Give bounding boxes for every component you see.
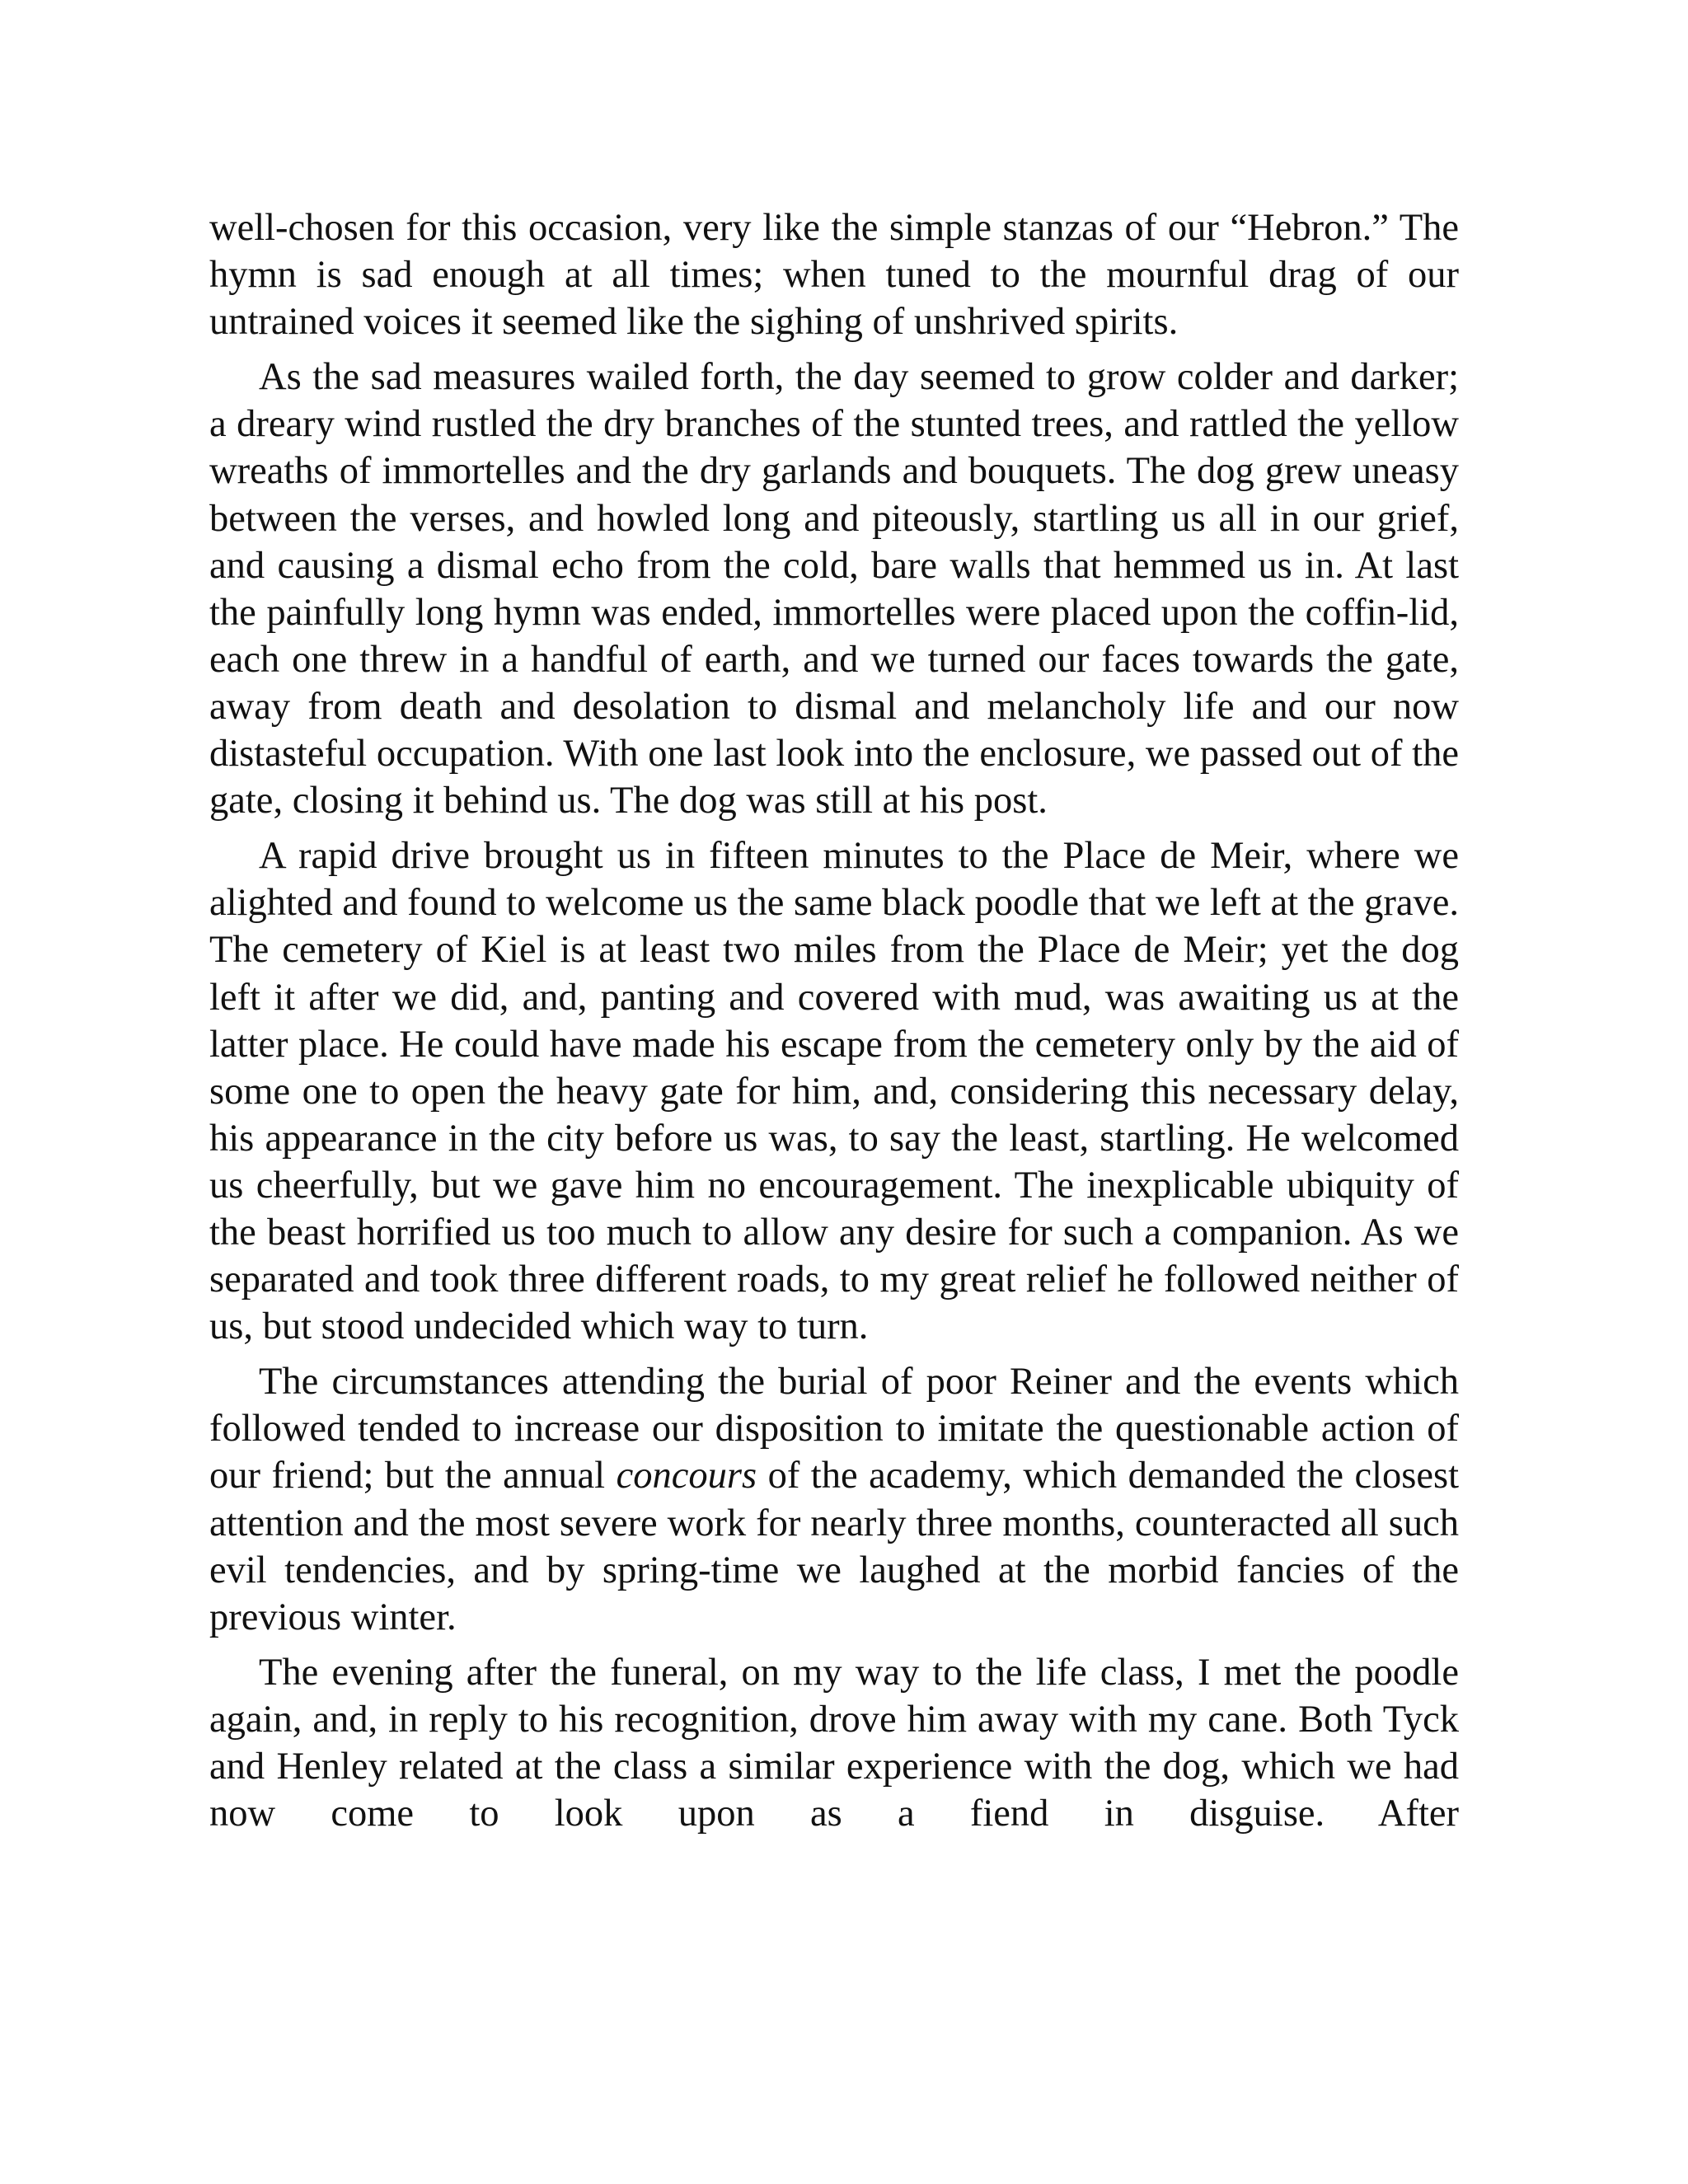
paragraph-5 [209,1649,1459,1837]
paragraph-5-text: The evening after the funeral, on my way to the life class, I met the poodle again, and, in reply to his recognition, drove him away with my cane. Both Tyck and Henley related at the class a similar experience with the dog, which we had now come to look upon as a fiend in disguise. After [209,1651,1459,1835]
page-body [209,204,1459,1837]
paragraph-4-text-b: of the academy, which demanded the closest attention and the most severe work for nearly three months, counteracted all such evil tendencies, and by spring-time we laughed at the morbid fancies of the previous winter. [209,1455,1460,1638]
paragraph-4-italic-term: concours [616,1455,757,1497]
paragraph-1-text: well-chosen for this occasion, very like the simple stanzas of our “Hebron.” The hymn is sad enough at all times; when tuned to the mournful drag of our untrained voices it seemed like the sighing of unshrived spirits. [209,207,1459,344]
paragraph-3 [209,832,1459,1350]
paragraph-4 [209,1358,1459,1641]
paragraph-3-text: A rapid drive brought us in fifteen minutes to the Place de Meir, where we alighted and found to welcome us the same black poodle that we left at the grave. The cemetery of Kiel is at least two miles from the Place de Meir; yet the dog left it after we did, and, panting and covered with mud, was awaiting us at the latter place. He could have made his escape from the cemetery only by the aid of some one to open the heavy gate for him, and, considering this necessary delay, his appearance in the city before us was, to say the least, startling. He welcomed us cheerfully, but we gave him no encouragement. The inexplicable ubiquity of the beast horrified us too much to allow any desire for such a companion. As we separated and took three different roads, to my great relief he followed neither of us, but stood undecided which way to turn. [209,835,1459,1348]
paragraph-2 [209,354,1459,824]
paragraph-1 [209,204,1459,345]
paragraph-2-text: As the sad measures wailed forth, the day seemed to grow colder and darker; a dreary wind rustled the dry branches of the stunted trees, and rattled the yellow wreaths of immortelles and the dry garlands and bouquets. The dog grew uneasy between the verses, and howled long and piteously, startling us all in our grief, and causing a dismal echo from the cold, bare walls that hemmed us in. At last the painfully long hymn was ended, immortelles were placed upon the coffin-lid, each one threw in a handful of earth, and we turned our faces towards the gate, away from death and desolation to dismal and melancholy life and our now distasteful occupation. With one last look into the enclosure, we passed out of the gate, closing it behind us. The dog was still at his post. [209,356,1459,823]
paragraph-4-text-a: The circumstances attending the burial of poor Reiner and the events which followed tended to increase our disposition to imitate the questionable action of our friend; but the annual [209,1361,1459,1497]
